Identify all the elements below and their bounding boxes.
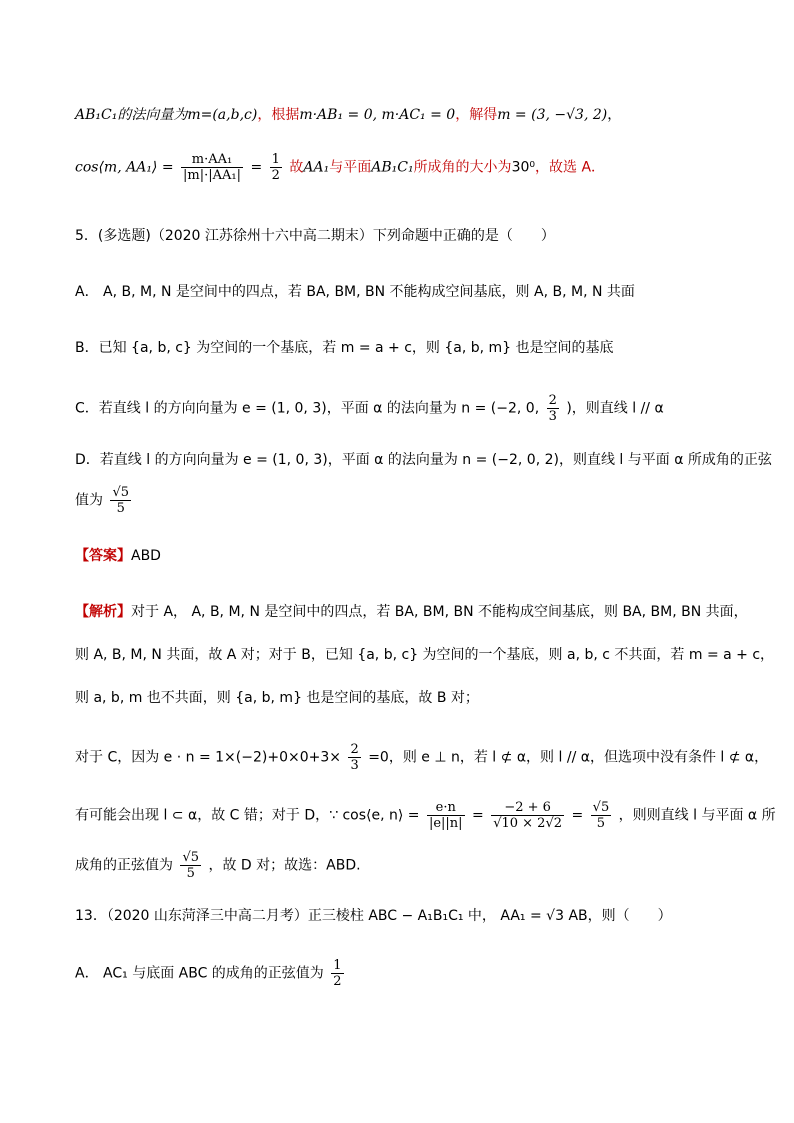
fraction <box>348 742 360 773</box>
numerator: 1 <box>271 152 280 167</box>
text: C．若直线 l 的方向向量为 e = (1, 0, 3)，平面 α 的法向量为 n = (−2, 0, <box>75 400 540 417</box>
text: ，解得 <box>455 107 498 123</box>
analysis-line-3: 则 a, b, m 也不共面，则 {a, b, m} 也是空间的基底，故 B 对； <box>75 690 479 706</box>
text: 对于 C，因为 e · n = 1×(−2)+0×0+3× <box>75 749 341 766</box>
fraction <box>270 152 282 183</box>
denominator: 2 <box>271 168 280 183</box>
denominator: |e||n| <box>428 816 463 831</box>
numerator: m·AA₁ <box>181 152 243 168</box>
question-13-stem: 13．（2020 山东菏泽三中高二月考）正三棱柱 ABC − A₁B₁C₁ 中， AA₁ = √3 AB，则（ ） <box>75 908 672 924</box>
equals: = <box>250 159 263 176</box>
analysis-line-4 <box>75 742 768 773</box>
fraction <box>180 850 201 881</box>
text: 与平面 <box>329 159 372 176</box>
analysis-line-1 <box>75 602 748 622</box>
fraction <box>591 800 612 831</box>
question-5-stem: 5．(多选题)（2020 江苏徐州十六中高二期末）下列命题中正确的是（ ） <box>75 228 555 244</box>
text: ，故选 A． <box>535 159 606 176</box>
text: ， <box>607 107 622 123</box>
denominator: 2 <box>333 974 342 989</box>
denominator: 5 <box>186 866 195 881</box>
answer-tag: 【答案】 <box>75 548 131 564</box>
numerator: −2 + 6 <box>491 800 564 816</box>
denominator: 3 <box>548 409 557 424</box>
fraction <box>547 393 559 424</box>
denominator: |m|·|AA₁| <box>183 168 241 183</box>
numerator: 2 <box>548 393 557 408</box>
solution-line-2 <box>75 152 605 183</box>
plane: AB₁C₁ <box>371 159 414 176</box>
text: 所成角的大小为 <box>413 159 512 176</box>
numerator: e·n <box>427 800 465 816</box>
text: A． AC₁ 与底面 ABC 的成角的正弦值为 <box>75 965 324 982</box>
text: AB₁C₁的法向量为 <box>75 107 188 123</box>
question-5-option-d-line-2 <box>75 485 134 516</box>
normal-vector-value: m = (3, −√3, 2) <box>497 107 608 123</box>
equals: = <box>472 807 484 824</box>
analysis-line-2: 则 A, B, M, N 共面，故 A 对；对于 B，已知 {a, b, c} 为空间的一个基底，则 a, b, c 不共面，若 m = a + c， <box>75 647 775 663</box>
fraction <box>491 800 564 831</box>
normal-vector: m=(a,b,c) <box>187 107 258 123</box>
dot-product-equations: m·AB₁ = 0, m·AC₁ = 0 <box>299 107 456 123</box>
text: ，则则直线 l 与平面 α 所 <box>618 807 776 824</box>
segment: AA₁ <box>303 159 330 176</box>
denominator: 5 <box>596 816 606 831</box>
answer-value: ABD <box>131 548 161 564</box>
numerator: 1 <box>333 958 342 973</box>
text: ，根据 <box>257 107 300 123</box>
denominator: √10 × 2√2 <box>493 816 563 831</box>
text: 故 <box>289 159 304 176</box>
question-5-option-d-line-1: D．若直线 l 的方向向量为 e = (1, 0, 3)，平面 α 的法向量为 n = (−2, 0, 2)，则直线 l 与平面 α 所成角的正弦 <box>75 452 772 468</box>
text: ，故 D 对；故选：ABD. <box>208 857 361 874</box>
analysis-tag: 【解析】 <box>75 604 131 620</box>
numerator: √5 <box>182 850 200 865</box>
numerator: √5 <box>592 800 610 815</box>
text: 值为 <box>75 492 103 509</box>
solution-line-1 <box>75 105 621 125</box>
angle: 30⁰ <box>511 159 535 176</box>
numerator: 2 <box>350 742 359 757</box>
cos-expression: cos⟨m, AA₁⟩ = <box>75 159 174 176</box>
question-5-option-c <box>75 393 664 424</box>
text: )，则直线 l // α <box>566 400 664 417</box>
question-5-option-a: A． A, B, M, N 是空间中的四点，若 BA, BM, BN 不能构成空间基底，则 A, B, M, N 共面 <box>75 284 635 300</box>
text: 有可能会出现 l ⊂ α，故 C 错；对于 D，∵ cos⟨e, n⟩ = <box>75 807 420 824</box>
numerator: √5 <box>112 485 130 500</box>
equals: = <box>571 807 584 824</box>
answer-line <box>75 546 161 566</box>
fraction <box>110 485 131 516</box>
text: 对于 A， A, B, M, N 是空间中的四点，若 BA, BM, BN 不能构成空间基底，则 BA, BM, BN 共面， <box>131 604 748 620</box>
denominator: 3 <box>350 758 359 773</box>
question-5-option-b: B．已知 {a, b, c} 为空间的一个基底，若 m = a + c，则 {a, b, m} 也是空间的基底 <box>75 340 614 356</box>
analysis-line-6 <box>75 850 361 881</box>
question-13-option-a <box>75 958 347 989</box>
fraction <box>181 152 243 183</box>
text: 成角的正弦值为 <box>75 857 173 874</box>
fraction <box>331 958 343 989</box>
text: =0，则 e ⊥ n，若 l ⊄ α，则 l // α，但选项中没有条件 l ⊄ α， <box>368 749 769 766</box>
analysis-line-5 <box>75 800 776 831</box>
fraction <box>427 800 465 831</box>
denominator: 5 <box>116 501 125 516</box>
